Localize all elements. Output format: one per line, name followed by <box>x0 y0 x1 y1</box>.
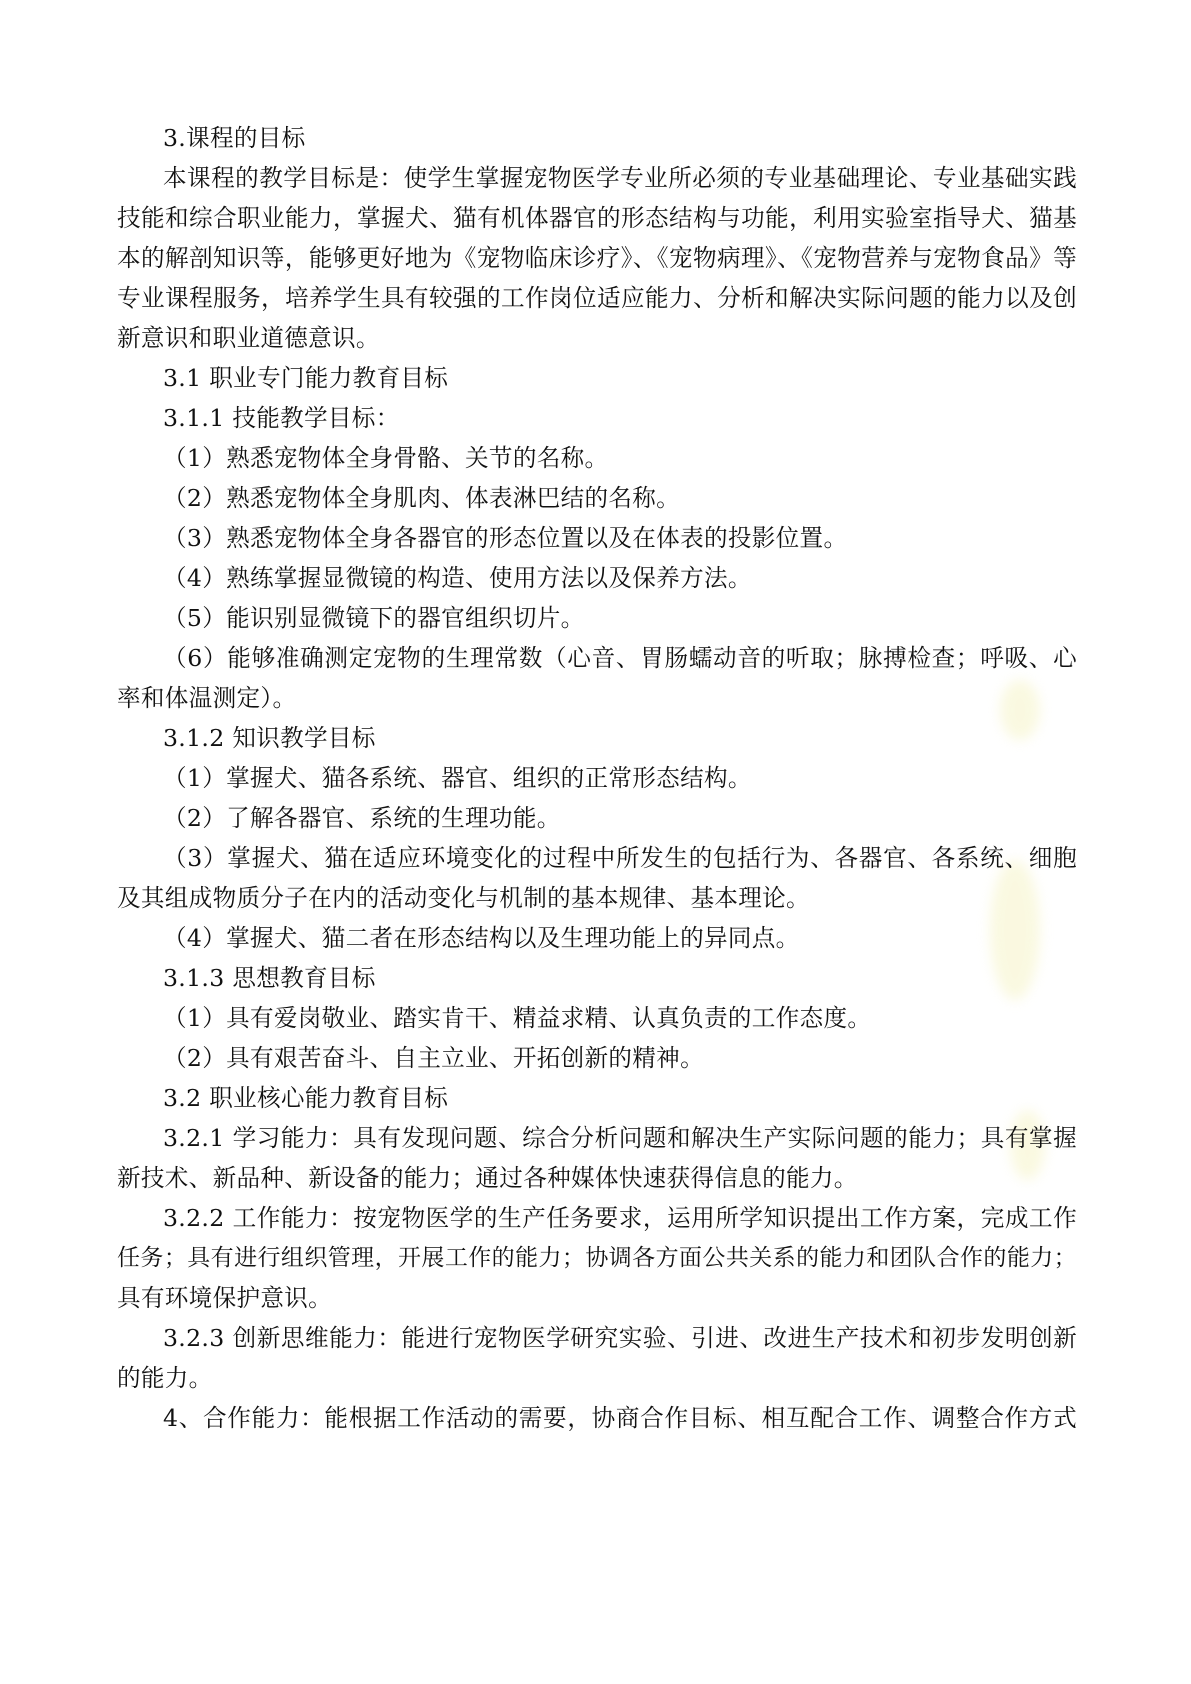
text-line: 本的解剖知识等，能够更好地为《宠物临床诊疗》、《宠物病理》、《宠物营养与宠物食品》等 <box>117 244 1077 272</box>
text-line: （3）熟悉宠物体全身各器官的形态位置以及在体表的投影位置。 <box>163 524 848 552</box>
text-line: （5）能识别显微镜下的器官组织切片。 <box>163 604 585 632</box>
text-line: （1）掌握犬、猫各系统、器官、组织的正常形态结构。 <box>163 764 752 792</box>
text-line: 及其组成物质分子在内的活动变化与机制的基本规律、基本理论。 <box>117 884 810 912</box>
text-line: （2）具有艰苦奋斗、自主立业、开拓创新的精神。 <box>163 1044 704 1072</box>
text-line: 具有环境保护意识。 <box>117 1284 333 1312</box>
text-line: 专业课程服务，培养学生具有较强的工作岗位适应能力、分析和解决实际问题的能力以及创 <box>117 284 1077 312</box>
text-line: （6）能够准确测定宠物的生理常数（心音、胃肠蠕动音的听取；脉搏检查；呼吸、心 <box>163 644 1077 672</box>
text-line: 3.1.2 知识教学目标 <box>163 724 376 752</box>
text-line: 3.2.1 学习能力：具有发现问题、综合分析问题和解决生产实际问题的能力；具有掌握 <box>163 1124 1077 1152</box>
text-line: （4）掌握犬、猫二者在形态结构以及生理功能上的异同点。 <box>163 924 800 952</box>
text-line: 的能力。 <box>117 1364 213 1392</box>
text-line: 4、合作能力：能根据工作活动的需要，协商合作目标、相互配合工作、调整合作方式 <box>163 1404 1077 1432</box>
text-line: 3.2.3 创新思维能力：能进行宠物医学研究实验、引进、改进生产技术和初步发明创新 <box>163 1324 1077 1352</box>
text-line: 率和体温测定）。 <box>117 684 297 712</box>
text-line: （4）熟练掌握显微镜的构造、使用方法以及保养方法。 <box>163 564 752 592</box>
text-line: 3.课程的目标 <box>163 124 306 152</box>
text-line: 3.1.3 思想教育目标 <box>163 964 376 992</box>
text-line: （2）了解各器官、系统的生理功能。 <box>163 804 561 832</box>
text-line: 新技术、新品种、新设备的能力；通过各种媒体快速获得信息的能力。 <box>117 1164 858 1192</box>
text-line: （2）熟悉宠物体全身肌肉、体表淋巴结的名称。 <box>163 484 681 512</box>
text-line: （1）具有爱岗敬业、踏实肯干、精益求精、认真负责的工作态度。 <box>163 1004 872 1032</box>
text-line: 3.2 职业核心能力教育目标 <box>163 1084 449 1112</box>
text-line: 3.1.1 技能教学目标： <box>163 404 400 432</box>
text-line: 新意识和职业道德意识。 <box>117 324 380 352</box>
text-line: 技能和综合职业能力，掌握犬、猫有机体器官的形态结构与功能，利用实验室指导犬、猫基 <box>117 204 1077 232</box>
text-line: 任务；具有进行组织管理，开展工作的能力；协调各方面公共关系的能力和团队合作的能力； <box>117 1245 1077 1271</box>
document-page <box>117 118 1077 1438</box>
text-line: （3）掌握犬、猫在适应环境变化的过程中所发生的包括行为、各器官、各系统、细胞 <box>163 844 1077 872</box>
text-line: 3.1 职业专门能力教育目标 <box>163 364 449 392</box>
text-line: 本课程的教学目标是：使学生掌握宠物医学专业所必须的专业基础理论、专业基础实践 <box>163 164 1077 192</box>
text-line: （1）熟悉宠物体全身骨骼、关节的名称。 <box>163 444 609 472</box>
text-line: 3.2.2 工作能力：按宠物医学的生产任务要求，运用所学知识提出工作方案，完成工作 <box>163 1204 1077 1232</box>
